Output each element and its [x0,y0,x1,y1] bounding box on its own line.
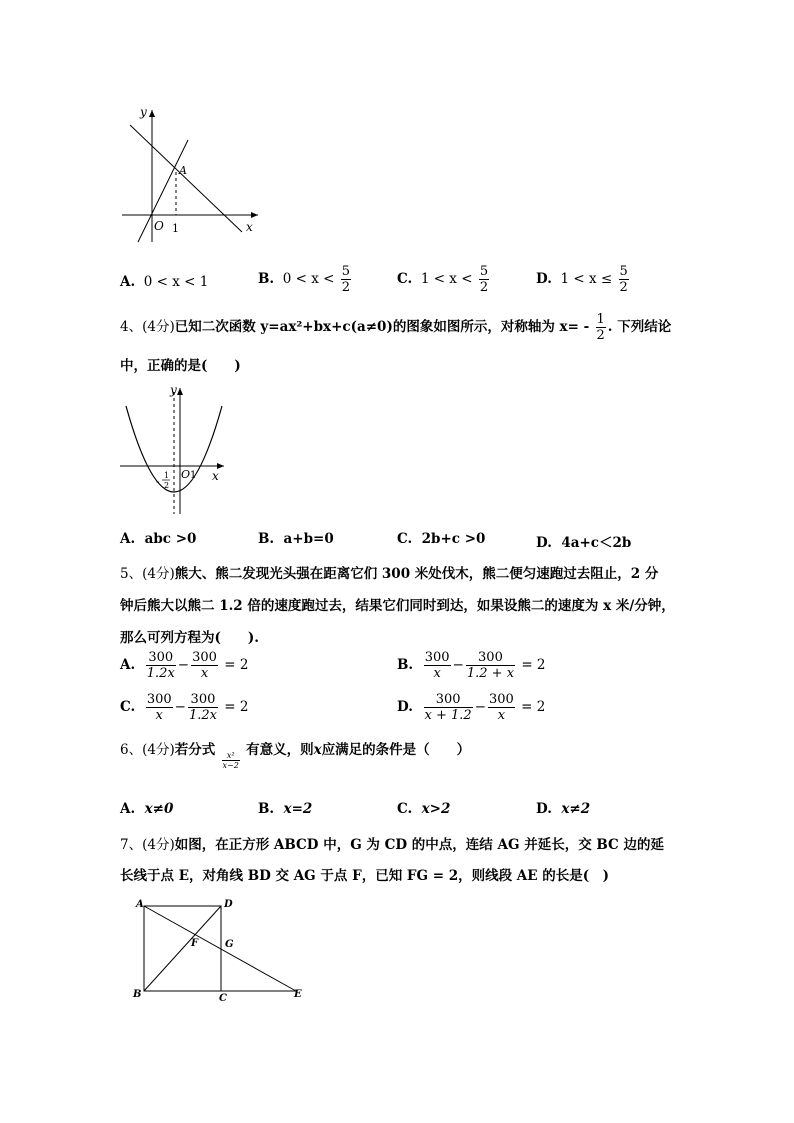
q6-option-d[interactable]: D. x≠2 [536,801,591,817]
x-label: x [212,469,219,483]
label-d: D [224,899,233,910]
q5-option-a[interactable]: A. $\frac{300}{1.2x}$ − $\frac{300}{x}$ = 2 [120,650,249,681]
one-label: 1 [190,470,197,481]
q3-option-c[interactable]: C. 1 < x < $\frac{5}{2}$ [397,264,489,295]
q5-stem-line1: 5、(4分)熊大、熊二发现光头强在距离它们 300 米处伐木，熊二便匀速跑过去阻止，2 分 [120,566,659,582]
half-num: 1 [164,471,170,480]
q5-option-d[interactable]: D. $\frac{300}{x + 1.2}$ − $\frac{300}{x}$ = 2 [397,692,546,723]
q4-option-c[interactable]: C. 2b+c >0 [397,531,486,547]
fraction: $\frac{5}{2}$ [479,264,489,295]
q4-prefix: 4、(4分) [120,319,175,335]
q4-option-a[interactable]: A. abc >0 [120,531,197,547]
q4-stem-b: . 下列结论 [607,319,672,335]
origin-label: O [181,468,191,481]
line-decreasing [130,125,242,232]
q7-figure [130,893,315,1005]
q6-option-b[interactable]: B. x=2 [258,801,313,817]
q5-stem-line3: 那么可列方程为( ). [120,630,259,646]
fraction: $\frac{5}{2}$ [341,264,350,295]
origin-label: O [154,219,164,233]
fraction: $\frac{5}{2}$ [619,264,628,295]
diagonal-bd [144,906,221,991]
x-label: x [246,220,253,234]
q4-figure [118,382,233,517]
q5-stem-line2: 钟后熊大以熊二 1.2 倍的速度跑过去，结果它们同时到达，如果设熊二的速度为 x 米/分钟， [120,598,675,614]
line-ae [144,906,296,991]
q3-option-a-text: 0 < x < 1 [143,274,209,290]
x-axis-arrow [251,212,258,218]
q4-option-b[interactable]: B. a+b=0 [258,531,334,547]
half-den: 2 [164,481,170,490]
one-label: 1 [172,222,179,235]
q4-stem-line1 [120,312,671,343]
label-f: F [191,938,199,949]
minus-label: - [156,477,160,488]
q6-option-a[interactable]: A. x≠0 [120,801,174,817]
q6-option-c[interactable]: C. x>2 [397,801,451,817]
q7-stem-line1: 7、(4分)如图，在正方形 ABCD 中，G 为 CD 的中点，连结 AG 并延长，交 BC 边的延 [120,837,664,853]
q7-stem-line2: 长线于点 E，对角线 BD 交 AG 于点 F，已知 FG = 2，则线段 AE 的长是( ) [120,868,610,884]
label-c: C [219,993,227,1004]
axis-fraction: $\frac{1}{2}$ [596,312,605,343]
label-e: E [294,989,302,1000]
q4-option-d[interactable]: D. 4a+c＜2b [536,535,632,551]
q3-option-a[interactable]: A. 0 < x < 1 [120,274,209,290]
q4-stem-line2: 中，正确的是( ) [120,358,241,374]
q5-option-b[interactable]: B. $\frac{300}{x}$ − $\frac{300}{1.2 + x}$ = 2 [397,650,546,681]
label-a: A [136,899,144,910]
q3-figure [118,100,268,245]
y-label: y [170,383,177,397]
q3-option-d[interactable]: D. 1 < x ≤ $\frac{5}{2}$ [536,264,628,295]
y-label: y [140,105,147,119]
q6-stem: 6、(4分)若分式 $\frac{\text{x²}}{x-2}$ 有意义，则x应满足的条件是（ ） [120,742,471,770]
y-axis-arrow [149,110,155,117]
label-g: G [225,939,234,950]
q4-stem-a: 已知二次函数 y=ax²+bx+c(a≠0)的图象如图所示，对称轴为 x= - [174,319,590,335]
label-b: B [133,989,142,1000]
q3-option-b[interactable]: B. 0 < x < $\frac{5}{2}$ [258,264,350,295]
q5-option-c[interactable]: C. $\frac{300}{x}$ − $\frac{300}{1.2x}$ = 2 [120,692,249,723]
y-axis-arrow [177,388,183,395]
point-a-label: A [179,164,187,177]
q6-fraction: $\frac{\text{x²}}{x-2}$ [222,751,239,770]
